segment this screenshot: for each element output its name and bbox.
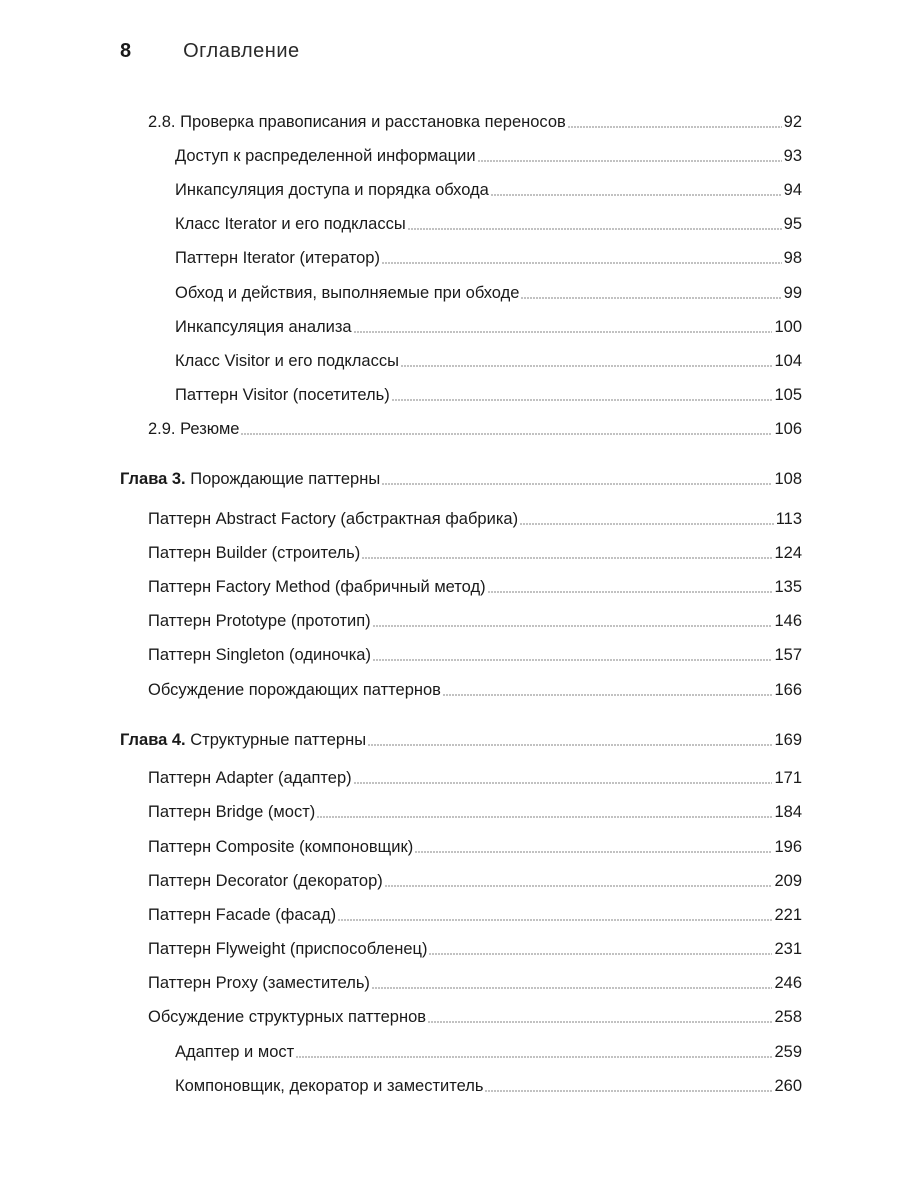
toc-entry-page: 184 [774, 803, 802, 821]
dot-leader [428, 1021, 772, 1023]
toc-entry-page: 95 [783, 215, 802, 233]
toc-entry-subsection[interactable] [175, 347, 802, 371]
toc-entry-label: Паттерн Abstract Factory (абстрактная фабрика) [148, 510, 519, 528]
toc-entry-section[interactable] [148, 505, 802, 529]
toc-entry-page: 246 [774, 974, 802, 992]
dot-leader [317, 816, 772, 818]
toc-entry-section[interactable] [148, 833, 802, 857]
toc-entry-label: Инкапсуляция анализа [175, 318, 352, 336]
toc-entry-page: 92 [783, 113, 802, 131]
toc-entry-label: Адаптер и мост [175, 1043, 295, 1061]
toc-entry-page: 209 [774, 872, 802, 890]
dot-leader [392, 399, 773, 401]
toc-entry-page: 260 [774, 1077, 802, 1095]
dot-leader [338, 919, 772, 921]
dot-leader [382, 483, 772, 485]
dot-leader [354, 782, 773, 784]
toc-entry-page: 157 [774, 646, 802, 664]
toc-entry-page: 98 [783, 249, 802, 267]
dot-leader [568, 126, 782, 128]
dot-leader [521, 297, 781, 299]
chapter-number: Глава 3. [120, 470, 186, 488]
toc-entry-label: Паттерн Factory Method (фабричный метод) [148, 578, 486, 596]
toc-entry-page: 93 [783, 147, 802, 165]
toc-entry-subsection[interactable] [175, 279, 802, 303]
toc-entry-label: Паттерн Adapter (адаптер) [148, 769, 352, 787]
toc-entry-label: Паттерн Composite (компоновщик) [148, 838, 414, 856]
toc-entry-page: 124 [774, 544, 802, 562]
toc-entry-label: Паттерн Prototype (прототип) [148, 612, 371, 630]
toc-entry-label: Паттерн Singleton (одиночка) [148, 646, 371, 664]
toc-entry-page: 113 [775, 510, 802, 528]
toc-entry-section[interactable] [148, 641, 802, 665]
dot-leader [415, 851, 772, 853]
toc-entry-subsection[interactable] [175, 244, 802, 268]
toc-entry-page: 196 [774, 838, 802, 856]
running-head [120, 40, 300, 68]
toc-entry-page: 94 [783, 181, 802, 199]
toc-entry-chapter[interactable] [120, 726, 802, 750]
toc-entry-page: 104 [774, 352, 802, 370]
dot-leader [488, 591, 773, 593]
toc-entry-section[interactable] [148, 764, 802, 788]
toc-entry-page: 259 [774, 1043, 802, 1061]
toc-entry-section[interactable] [148, 539, 802, 563]
toc-entry-subsection[interactable] [175, 1072, 802, 1096]
toc-entry-page: 231 [774, 940, 802, 958]
dot-leader [362, 557, 772, 559]
toc-entry-label: Паттерн Bridge (мост) [148, 803, 316, 821]
dot-leader [478, 160, 782, 162]
dot-leader [491, 194, 782, 196]
toc-entry-section[interactable] [148, 607, 802, 631]
toc-entry-page: 105 [774, 386, 802, 404]
toc-entry-label: 2.8. Проверка правописания и расстановка переносов [148, 113, 566, 131]
toc-entry-section[interactable] [148, 969, 802, 993]
toc-entry-label: Обсуждение порождающих паттернов [148, 681, 441, 699]
toc-entry-subsection[interactable] [175, 176, 802, 200]
dot-leader [401, 365, 773, 367]
toc-entry-section[interactable] [148, 798, 802, 822]
toc-entry-section[interactable] [148, 676, 802, 700]
toc-entry-label: Паттерн Builder (строитель) [148, 544, 361, 562]
toc-entry-subsection[interactable] [175, 142, 802, 166]
toc-entry-subsection[interactable] [175, 381, 802, 405]
toc-entry-section[interactable] [148, 415, 802, 439]
toc-entry-section[interactable] [148, 573, 802, 597]
toc-entry-page: 108 [774, 470, 802, 488]
toc-entry-page: 135 [774, 578, 802, 596]
toc-entry-section[interactable] [148, 1003, 802, 1027]
toc-entry-label: Класс Iterator и его подклассы [175, 215, 406, 233]
toc-entry-page: 99 [783, 284, 802, 302]
toc-entry-label: 2.9. Резюме [148, 420, 240, 438]
dot-leader [443, 694, 773, 696]
dot-leader [354, 331, 773, 333]
page-number: 8 [120, 40, 132, 62]
dot-leader [373, 625, 773, 627]
toc-entry-page: 171 [774, 769, 802, 787]
toc-entry-label: Обсуждение структурных паттернов [148, 1008, 427, 1026]
toc-entry-page: 169 [774, 731, 802, 749]
dot-leader [485, 1090, 772, 1092]
toc-entry-subsection[interactable] [175, 210, 802, 234]
dot-leader [520, 523, 774, 525]
toc-entry-label: Класс Visitor и его подклассы [175, 352, 399, 370]
toc-entry-page: 258 [774, 1008, 802, 1026]
running-title: Оглавление [183, 40, 300, 62]
toc-entry-label: Порождающие паттерны [185, 470, 381, 488]
toc-entry-label: Паттерн Visitor (посетитель) [175, 386, 390, 404]
toc-entry-label: Структурные паттерны [185, 731, 367, 749]
dot-leader [429, 953, 772, 955]
toc-entry-label: Доступ к распределенной информации [175, 147, 476, 165]
chapter-number: Глава 4. [120, 731, 186, 749]
toc-entry-chapter[interactable] [120, 465, 802, 489]
dot-leader [385, 885, 773, 887]
dot-leader [296, 1056, 772, 1058]
toc-entry-page: 166 [774, 681, 802, 699]
toc-entry-label: Паттерн Flyweight (приспособленец) [148, 940, 428, 958]
dot-leader [408, 228, 782, 230]
dot-leader [372, 987, 773, 989]
dot-leader [382, 262, 782, 264]
toc-entry-label: Компоновщик, декоратор и заместитель [175, 1077, 484, 1095]
dot-leader [373, 659, 773, 661]
dot-leader [241, 433, 772, 435]
toc-entry-label: Обход и действия, выполняемые при обходе [175, 284, 520, 302]
toc-entry-page: 146 [774, 612, 802, 630]
toc-entry-subsection[interactable] [175, 313, 802, 337]
toc-entry-page: 221 [774, 906, 802, 924]
toc-entry-subsection[interactable] [175, 1038, 802, 1062]
dot-leader [368, 744, 772, 746]
toc-entry-page: 100 [774, 318, 802, 336]
toc-entry-section[interactable] [148, 867, 802, 891]
toc-entry-label: Паттерн Iterator (итератор) [175, 249, 380, 267]
toc-entry-section[interactable] [148, 108, 802, 132]
toc-entry-section[interactable] [148, 901, 802, 925]
toc-entry-label: Паттерн Proxy (заместитель) [148, 974, 370, 992]
toc-entry-label: Инкапсуляция доступа и порядка обхода [175, 181, 489, 199]
toc-entry-label: Паттерн Facade (фасад) [148, 906, 337, 924]
toc-entry-section[interactable] [148, 935, 802, 959]
toc-entry-page: 106 [774, 420, 802, 438]
toc-entry-label: Паттерн Decorator (декоратор) [148, 872, 383, 890]
